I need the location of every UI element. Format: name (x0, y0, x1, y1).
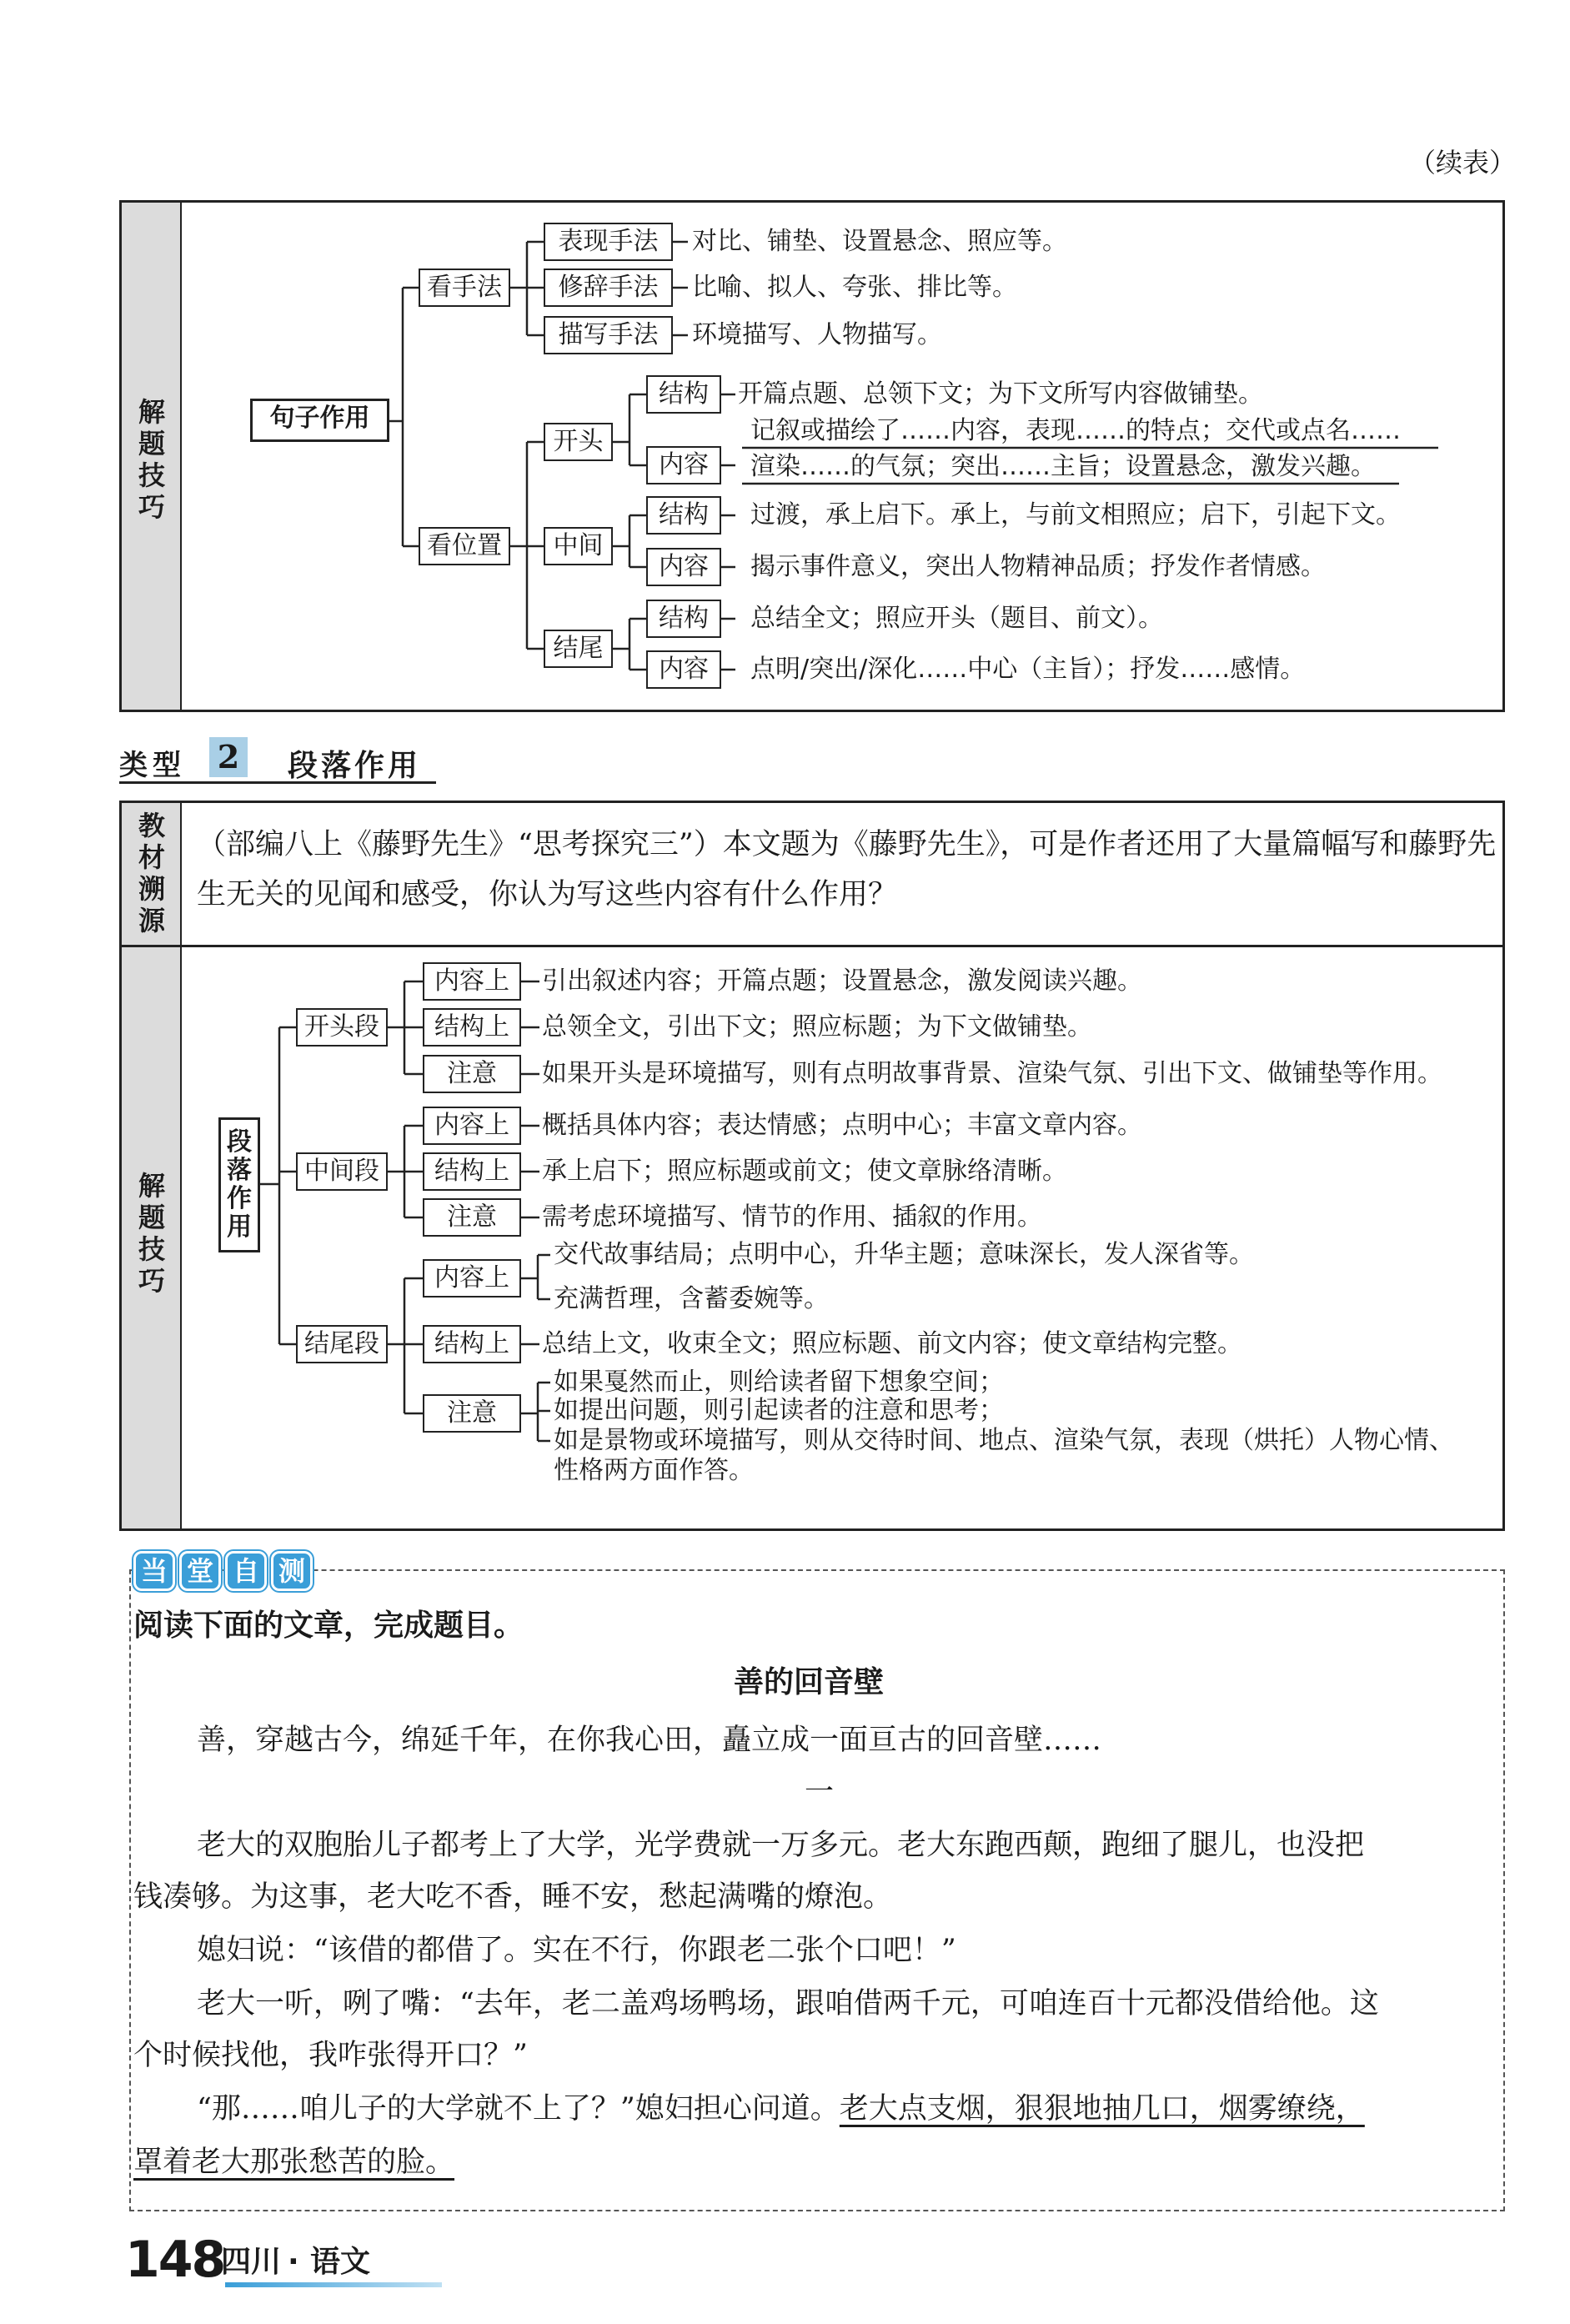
badge-char-1: 当 (133, 1551, 175, 1591)
article-p2: 媳妇说：“该借的都借了。实在不行，你跟老二张个口吧！” (197, 1934, 956, 1967)
source-line-2: 生无关的见闻和感受，你认为写这些内容有什么作用？ (197, 878, 898, 911)
text-op-content: 引出叙述内容；开篇点题；设置悬念，激发阅读兴趣。 (542, 966, 1142, 996)
page-number: 148 (125, 2231, 225, 2289)
article-p4-underlined-2: 罩着老大那张愁苦的脸。 (133, 2146, 455, 2179)
node-sentence-function: 句子作用 (250, 399, 389, 442)
type-label: 类型 (119, 749, 186, 782)
node-middle-content: 内容 (646, 548, 721, 586)
text-end-content-2: 充满哲理，含蓄委婉等。 (554, 1284, 829, 1313)
node-middle-paragraph: 中间段 (296, 1152, 388, 1191)
text-end-note-1: 如果戛然而止，则给读者留下想象空间； (554, 1368, 1004, 1397)
text-mid-note: 需考虑环境描写、情节的作用、插叙的作用。 (542, 1202, 1042, 1232)
node-rhetoric-technique: 修辞手法 (544, 269, 673, 307)
text-mid-content: 概括具体内容；表达情感；点明中心；丰富文章内容。 (542, 1111, 1142, 1140)
node-look-position: 看位置 (419, 527, 510, 565)
node-expression-technique: 表现手法 (544, 223, 673, 261)
type-number: 2 (209, 737, 248, 777)
node-op-content: 内容上 (423, 962, 521, 1001)
side-label-source: 教材溯源 (138, 810, 165, 936)
article-p4-line2 (133, 2136, 454, 2188)
article-p1-line1: 老大的双胞胎儿子都考上了大学，光学费就一万多元。老大东跑西颠，跑细了腿儿，也没把 (197, 1829, 1365, 1862)
article-p1-line2: 钱凑够。为这事，老大吃不香，睡不安，愁起满嘴的燎泡。 (133, 1880, 893, 1914)
text-middle-structure: 过渡，承上启下。承上，与前文相照应；启下，引起下文。 (750, 500, 1401, 530)
article-p3-line2: 个时候找他，我咋张得开口？” (133, 2039, 528, 2072)
node-mid-content: 内容上 (423, 1107, 521, 1145)
continued-label: （续表） (1409, 147, 1517, 178)
node-middle-structure: 结构 (646, 496, 721, 535)
self-test-badge (133, 1551, 317, 1593)
node-mid-structure: 结构上 (423, 1152, 521, 1191)
text-mid-structure: 承上启下；照应标题或前文；使文章脉络清晰。 (542, 1157, 1067, 1186)
badge-char-3: 自 (225, 1551, 267, 1591)
node-opening-content: 内容 (646, 446, 721, 484)
badge-char-2: 堂 (179, 1551, 221, 1591)
test-instruction: 阅读下面的文章，完成题目。 (133, 1609, 524, 1643)
page-footer (125, 2231, 625, 2297)
article-p3-line1: 老大一听，咧了嘴：“去年，老二盖鸡场鸭场，跟咱借两千元，可咱连百十元都没借给他。这 (197, 1987, 1379, 2020)
node-op-structure: 结构上 (423, 1008, 521, 1047)
footer-subject: 语文 (310, 2245, 371, 2279)
node-op-note: 注意 (423, 1055, 521, 1093)
source-line-1: （部编八上《藤野先生》“思考探究三”）本文题为《藤野先生》，可是作者还用了大量篇幅写和藤野先 (197, 828, 1497, 861)
side-label-techniques-2: 解题技巧 (138, 1170, 165, 1297)
node-end-structure: 结构上 (423, 1325, 521, 1363)
text-description-technique: 环境描写、人物描写。 (692, 320, 942, 349)
text-end-note-3: 如是景物或环境描写，则从交待时间、地点、渲染气氛，表现（烘托）人物心情、 (554, 1426, 1454, 1455)
badge-char-4: 测 (271, 1551, 313, 1591)
type-title: 段落作用 (288, 749, 422, 783)
node-description-technique: 描写手法 (544, 316, 673, 354)
node-opening-structure: 结构 (646, 375, 721, 414)
article-p4-plain: “那……咱儿子的大学就不上了？”媳妇担心问道。 (197, 2092, 840, 2126)
footer-region: 四川 (221, 2245, 282, 2279)
text-opening-content-1: 记叙或描绘了……内容，表现……的特点；交代或点名…… (750, 416, 1401, 445)
node-end-note: 注意 (423, 1394, 521, 1433)
node-ending-structure: 结构 (646, 600, 721, 638)
text-end-note-4: 性格两方面作答。 (554, 1456, 754, 1485)
text-end-content-1: 交代故事结局；点明中心，升华主题；意味深长，发人深省等。 (554, 1240, 1254, 1269)
node-middle: 中间 (544, 527, 613, 565)
text-op-structure: 总领全文，引出下文；照应标题；为下文做铺垫。 (542, 1012, 1092, 1042)
node-opening: 开头 (544, 423, 613, 461)
node-end-content: 内容上 (423, 1259, 521, 1298)
text-rhetoric-technique: 比喻、拟人、夸张、排比等。 (692, 273, 1017, 302)
article-p4-line1 (197, 2083, 1365, 2135)
text-end-note-2: 如提出问题，则引起读者的注意和思考； (554, 1396, 1004, 1425)
article-section-number: 一 (805, 1775, 835, 1809)
node-opening-paragraph: 开头段 (296, 1008, 388, 1047)
node-paragraph-function: 段落作用 (218, 1117, 260, 1252)
node-ending-content: 内容 (646, 650, 721, 689)
side-label-techniques: 解题技巧 (138, 396, 165, 523)
text-opening-content-2: 渲染……的气氛；突出……主旨；设置悬念，激发兴趣。 (750, 452, 1376, 481)
footer-accent-bar (225, 2282, 442, 2287)
node-look-technique: 看手法 (419, 269, 510, 307)
article-title: 善的回音壁 (734, 1665, 885, 1699)
text-opening-structure: 开篇点题、总领下文；为下文所写内容做铺垫。 (738, 379, 1263, 409)
text-ending-structure: 总结全文；照应开头（题目、前文）。 (750, 604, 1163, 633)
text-expression-technique: 对比、铺垫、设置悬念、照应等。 (692, 227, 1067, 256)
text-op-note: 如果开头是环境描写，则有点明故事背景、渲染气氛、引出下文、做铺垫等作用。 (542, 1059, 1442, 1088)
article-p4-underlined-1: 老大点支烟，狠狠地抽几口，烟雾缭绕， (839, 2092, 1365, 2126)
node-ending: 结尾 (544, 630, 613, 668)
text-ending-content: 点明/突出/深化……中心（主旨）；抒发……感情。 (750, 655, 1306, 684)
footer-dot: · (288, 2245, 299, 2279)
node-ending-paragraph: 结尾段 (296, 1325, 388, 1363)
text-middle-content: 揭示事件意义，突出人物精神品质；抒发作者情感。 (750, 552, 1326, 581)
text-end-structure: 总结上文，收束全文；照应标题、前文内容；使文章结构完整。 (542, 1329, 1242, 1358)
article-intro: 善，穿越古今，绵延千年，在你我心田，矗立成一面亘古的回音壁…… (197, 1724, 1102, 1757)
node-mid-note: 注意 (423, 1198, 521, 1237)
